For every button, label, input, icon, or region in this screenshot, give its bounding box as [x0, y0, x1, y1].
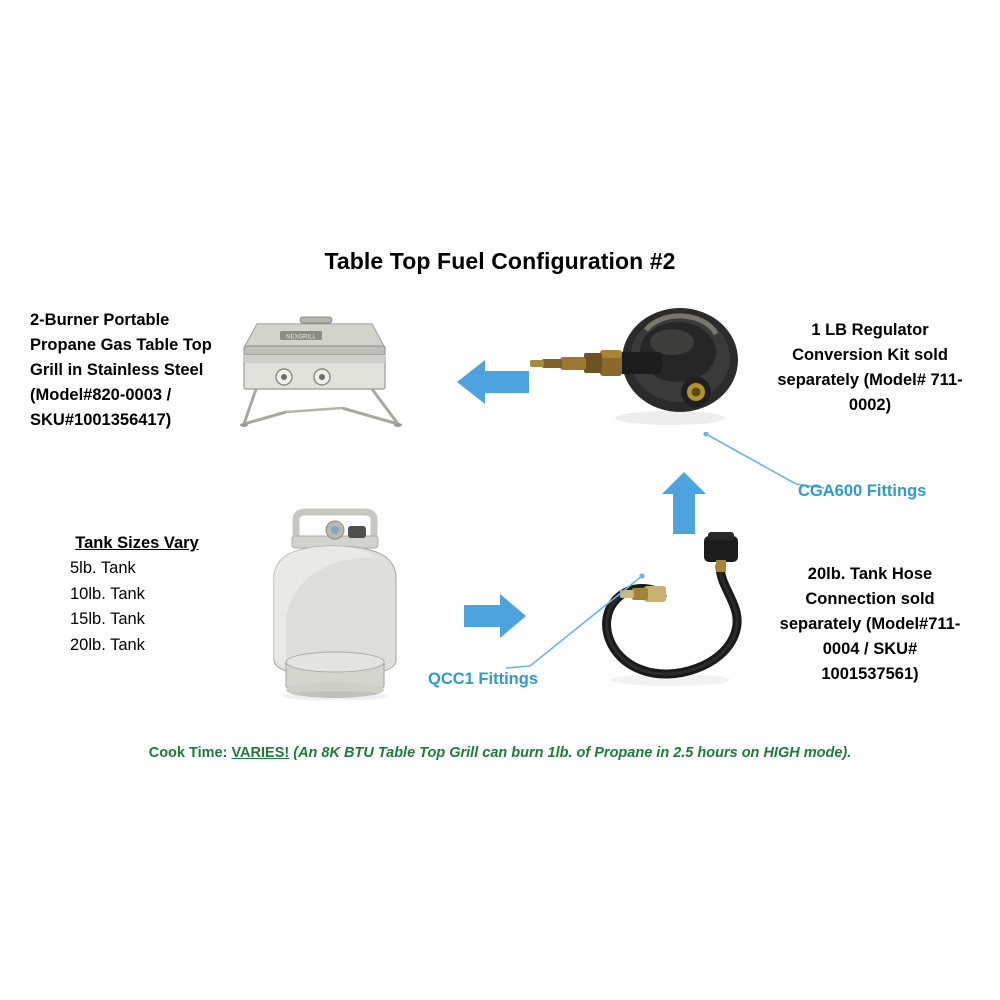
cook-time-note: [0, 745, 1000, 761]
list-item: 20lb. Tank: [70, 635, 145, 654]
cook-time-label: Cook Time:: [148, 745, 228, 761]
arrow-left-icon: [455, 358, 531, 406]
svg-text:NEXGRILL: NEXGRILL: [286, 334, 316, 341]
cga600-fittings-label: CGA600 Fittings: [798, 482, 927, 500]
page-title: Table Top Fuel Configuration #2: [324, 248, 676, 274]
regulator-image: [520, 300, 755, 440]
list-item: 10lb. Tank: [70, 584, 145, 603]
propane-tank-image: [252, 500, 417, 700]
regulator-label: 1 LB Regulator Conversion Kit sold separately (Model# 711-0002): [777, 321, 963, 414]
cook-time-detail: (An 8K BTU Table Top Grill can burn 1lb. of Propane in 2.5 hours on HIGH mode).: [293, 745, 852, 761]
tank-sizes-heading: Tank Sizes Vary: [75, 534, 199, 552]
grill-image: [222, 300, 412, 445]
grill-label: 2-Burner Portable Propane Gas Table Top Grill in Stainless Steel (Model#820-0003 / SKU#1001356417): [30, 311, 212, 429]
tank-sizes-list: [42, 556, 232, 658]
qcc-connector-line: [500, 570, 660, 680]
list-item: 5lb. Tank: [70, 559, 136, 577]
cook-time-varies: VARIES!: [231, 745, 290, 761]
hose-label: 20lb. Tank Hose Connection sold separately (Model#711-0004 / SKU# 1001537561): [779, 565, 961, 683]
list-item: 15lb. Tank: [70, 610, 145, 628]
qcc1-fittings-label: QCC1 Fittings: [428, 670, 538, 688]
tank-sizes-block: [42, 534, 232, 658]
